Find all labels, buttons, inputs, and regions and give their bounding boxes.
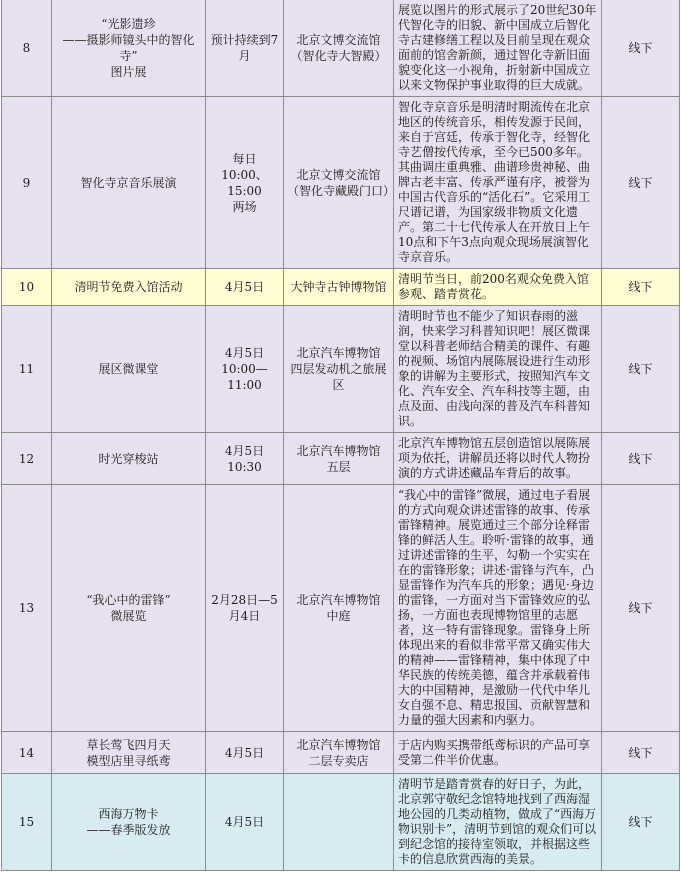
event-mode: 线下 [602,732,680,774]
event-description: 清明节是踏青赏春的好日子，为此，北京郭守敬纪念馆特地找到了西海湿地公园的几类动植物，做成了“西海万物识别卡”，清明节到馆的观众们可以到纪念馆的接待室领取，并根据这些卡的信息欣赏西海的美景。 [394,774,602,871]
event-time: 4月5日 10:30 [206,433,284,485]
event-venue [284,774,394,871]
event-mode: 线下 [602,306,680,433]
event-name: 时光穿梭站 [52,433,206,485]
event-time: 4月5日 [206,774,284,871]
row-number: 13 [2,485,52,732]
event-name: 清明节免费入馆活动 [52,269,206,306]
row-number: 9 [2,97,52,269]
event-mode: 线下 [602,774,680,871]
table-row [2,433,680,485]
row-number: 14 [2,732,52,774]
table-row [2,306,680,433]
row-number: 15 [2,774,52,871]
event-description: “我心中的雷锋”微展，通过电子看展的方式向观众讲述雷锋的故事、传承雷锋精神。展览通过三个部分诠释雷锋的鲜活人生。聆听·雷锋的故事，通过讲述雷锋的生平，勾勒一个实实在在的雷锋形象；讲述·雷锋与汽车，凸显雷锋作为汽车兵的形象；遇见·身边的雷锋，一方面对当下雷锋效应的弘扬，一方面也表现博物馆里的志愿者，这一特有雷锋现象。雷锋身上所体现出来的看似非常平常又确实伟大的精神——雷锋精神，集中体现了中华民族的传统美德，蕴含并承载着伟大的中国精神，是激励一代代中华儿女自强不息、精忠报国、贡献智慧和力量的强大因素和内驱力。 [394,485,602,732]
event-name: 西海万物卡 ——春季版发放 [52,774,206,871]
event-venue: 北京汽车博物馆 四层发动机之旅展区 [284,306,394,433]
table-row [2,732,680,774]
event-description: 北京汽车博物馆五层创造馆以展陈展项为依托，讲解员还将以时代人物扮演的方式讲述藏品车背后的故事。 [394,433,602,485]
event-venue: 北京汽车博物馆 二层专卖店 [284,732,394,774]
row-number: 12 [2,433,52,485]
event-venue: 北京文博交流馆 （智化寺大智殿） [284,0,394,97]
row-number: 8 [2,0,52,97]
event-name: 展区微课堂 [52,306,206,433]
row-number: 10 [2,269,52,306]
event-description: 清明节当日，前200名观众免费入馆参观、踏青赏花。 [394,269,602,306]
event-description: 展览以图片的形式展示了20世纪30年代智化寺的旧貌、新中国成立后智化寺古建修缮工程以及目前呈现在观众面前的馆舍新颜，通过智化寺新旧面貌变化这一小视角，折射新中国成立以来文物保护事业取得的巨大成就。 [394,0,602,97]
event-mode: 线下 [602,97,680,269]
event-name: 草长莺飞四月天 模型店里寻纸鸢 [52,732,206,774]
table-row [2,0,680,97]
event-mode: 线下 [602,269,680,306]
event-description: 于店内购买携带纸鸢标识的产品可享受第二件半价优惠。 [394,732,602,774]
table-row [2,97,680,269]
event-time: 4月5日 [206,732,284,774]
event-name: “光影遗珍 ——摄影师镜头中的智化寺” 图片展 [52,0,206,97]
event-mode: 线下 [602,485,680,732]
event-description: 清明时节也不能少了知识春雨的滋润，快来学习科普知识吧！展区微课堂以科普老师结合精美的课件、有趣的视频、场馆内展陈展设进行生动形象的讲解为主要形式，按照知汽车文化、汽车安全、汽车科技等主题，由点及面、由浅向深的普及汽车科普知识。 [394,306,602,433]
event-mode: 线下 [602,433,680,485]
event-name: 智化寺京音乐展演 [52,97,206,269]
events-table [1,0,680,871]
table-row [2,269,680,306]
event-venue: 北京汽车博物馆 中庭 [284,485,394,732]
event-time: 4月5日 10:00—11:00 [206,306,284,433]
event-mode: 线下 [602,0,680,97]
table-row [2,774,680,871]
row-number: 11 [2,306,52,433]
event-time: 4月5日 [206,269,284,306]
event-name: “我心中的雷锋” 微展览 [52,485,206,732]
event-time: 预计持续到7月 [206,0,284,97]
event-time: 2月28日—5月4日 [206,485,284,732]
event-venue: 大钟寺古钟博物馆 [284,269,394,306]
event-time: 每日 10:00、15:00 两场 [206,97,284,269]
event-venue: 北京汽车博物馆 五层 [284,433,394,485]
event-description: 智化寺京音乐是明清时期流传在北京地区的传统音乐，相传发源于民间，来自于宫廷，传承于智化寺，经智化寺艺僧按代传承，至今已500多年。其曲调庄重典雅、曲谱珍贵神秘、曲牌古老丰富、传承严谨有序，被誉为中国古代音乐的“活化石”。它采用工尺谱记谱，为国家级非物质文化遗产。第二十七代传承人在开放日上午10点和下午3点向观众现场展演智化寺京音乐。 [394,97,602,269]
table-row [2,485,680,732]
event-venue: 北京文博交流馆 （智化寺藏殿门口） [284,97,394,269]
